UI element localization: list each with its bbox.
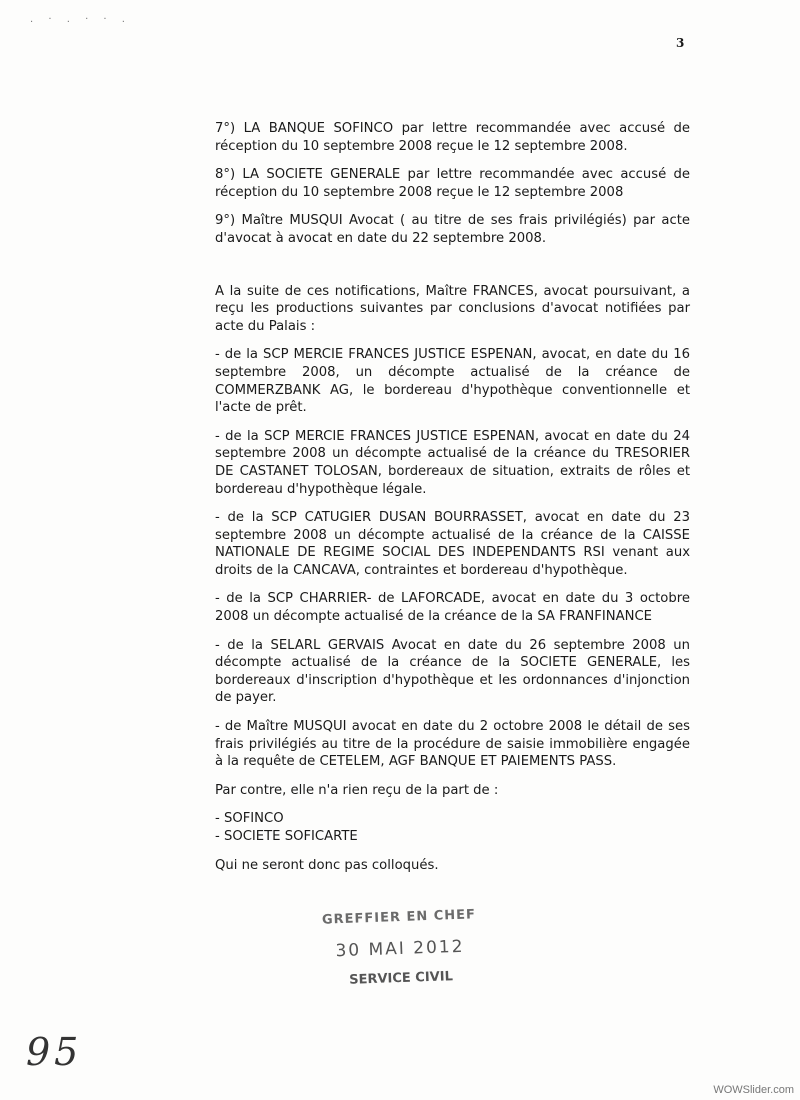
- stamp-title: GREFFIER EN CHEF: [321, 907, 477, 928]
- paragraph-item-8: 8°) LA SOCIETE GENERALE par lettre recommandée avec accusé de réception du 10 septembre 2008 reçue le 12 septembre 2008: [215, 167, 690, 200]
- paragraph-item-9: 9°) Maître MUSQUI Avocat ( au titre de ses frais privilégiés) par acte d'avocat à avocat en date du 22 septembre 2008.: [215, 213, 690, 246]
- list-item: - SOFINCO: [215, 811, 284, 827]
- court-stamp: [309, 907, 492, 989]
- paragraph-production-3: - de la SCP CATUGIER DUSAN BOURRASSET, avocat en date du 23 septembre 2008 un décompte actualisé de la créance de la CAISSE NATIONALE DE REGIME SOCIAL DES INDEPENDANTS RSI venant aux droits de la CANCAVA, contraintes et bordereau d'hypothèque.: [215, 510, 690, 578]
- paragraph-production-6: - de Maître MUSQUI avocat en date du 2 octobre 2008 le détail de ses frais privilégiés au titre de la procédure de saisie immobilière engagée à la requête de CETELEM, AGF BANQUE ET PAIEMENTS PASS.: [215, 719, 690, 770]
- paragraph-par-contre: Par contre, elle n'a rien reçu de la part de :: [215, 782, 499, 798]
- paragraph-production-4: - de la SCP CHARRIER- de LAFORCADE, avocat en date du 3 octobre 2008 un décompte actualisé de la créance de la SA FRANFINANCE: [215, 591, 690, 625]
- paragraph-production-5: - de la SELARL GERVAIS Avocat en date du 26 septembre 2008 un décompte actualisé de la créance de la SOCIETE GENERALE, les bordereaux d'inscription d'hypothèque et les ordonnances d'injonction de payer.: [215, 637, 690, 706]
- stamp-service: SERVICE CIVIL: [348, 969, 454, 988]
- creditor-list: [215, 810, 690, 845]
- page-number: 3: [676, 36, 685, 50]
- scan-specks: . · . · · .: [30, 14, 131, 25]
- stamp-date: 30 MAI 2012: [335, 936, 465, 962]
- watermark: WOWSlider.com: [713, 1084, 794, 1096]
- paragraph-notifications: A la suite de ces notifications, Maître FRANCES, avocat poursuivant, a reçu les productions suivantes par conclusions d'avocat notifiées par acte du Palais :: [215, 283, 690, 334]
- list-item: - SOCIETE SOFICARTE: [215, 829, 358, 844]
- paragraph-production-2: - de la SCP MERCIE FRANCES JUSTICE ESPENAN, avocat en date du 24 septembre 2008 un décompte actualisé de la créance du TRESORIER DE CASTANET TOLOSAN, bordereaux de situation, extraits de rôles et bordereau d'hypothèque légale.: [215, 428, 690, 497]
- handwritten-number: 95: [26, 1030, 83, 1074]
- paragraph-item-7: 7°) LA BANQUE SOFINCO par lettre recommandée avec accusé de réception du 10 septembre 2008 reçue le 12 septembre 2008.: [215, 121, 690, 154]
- spacer: [215, 259, 690, 283]
- document-body: [215, 120, 690, 885]
- closing-sentence: Qui ne seront donc pas colloqués.: [215, 857, 439, 873]
- paragraph-production-1: - de la SCP MERCIE FRANCES JUSTICE ESPENAN, avocat, en date du 16 septembre 2008, un décompte actualisé de la créance de COMMERZBANK AG, le bordereau d'hypothèque conventionnelle et l'acte de prêt.: [215, 347, 690, 416]
